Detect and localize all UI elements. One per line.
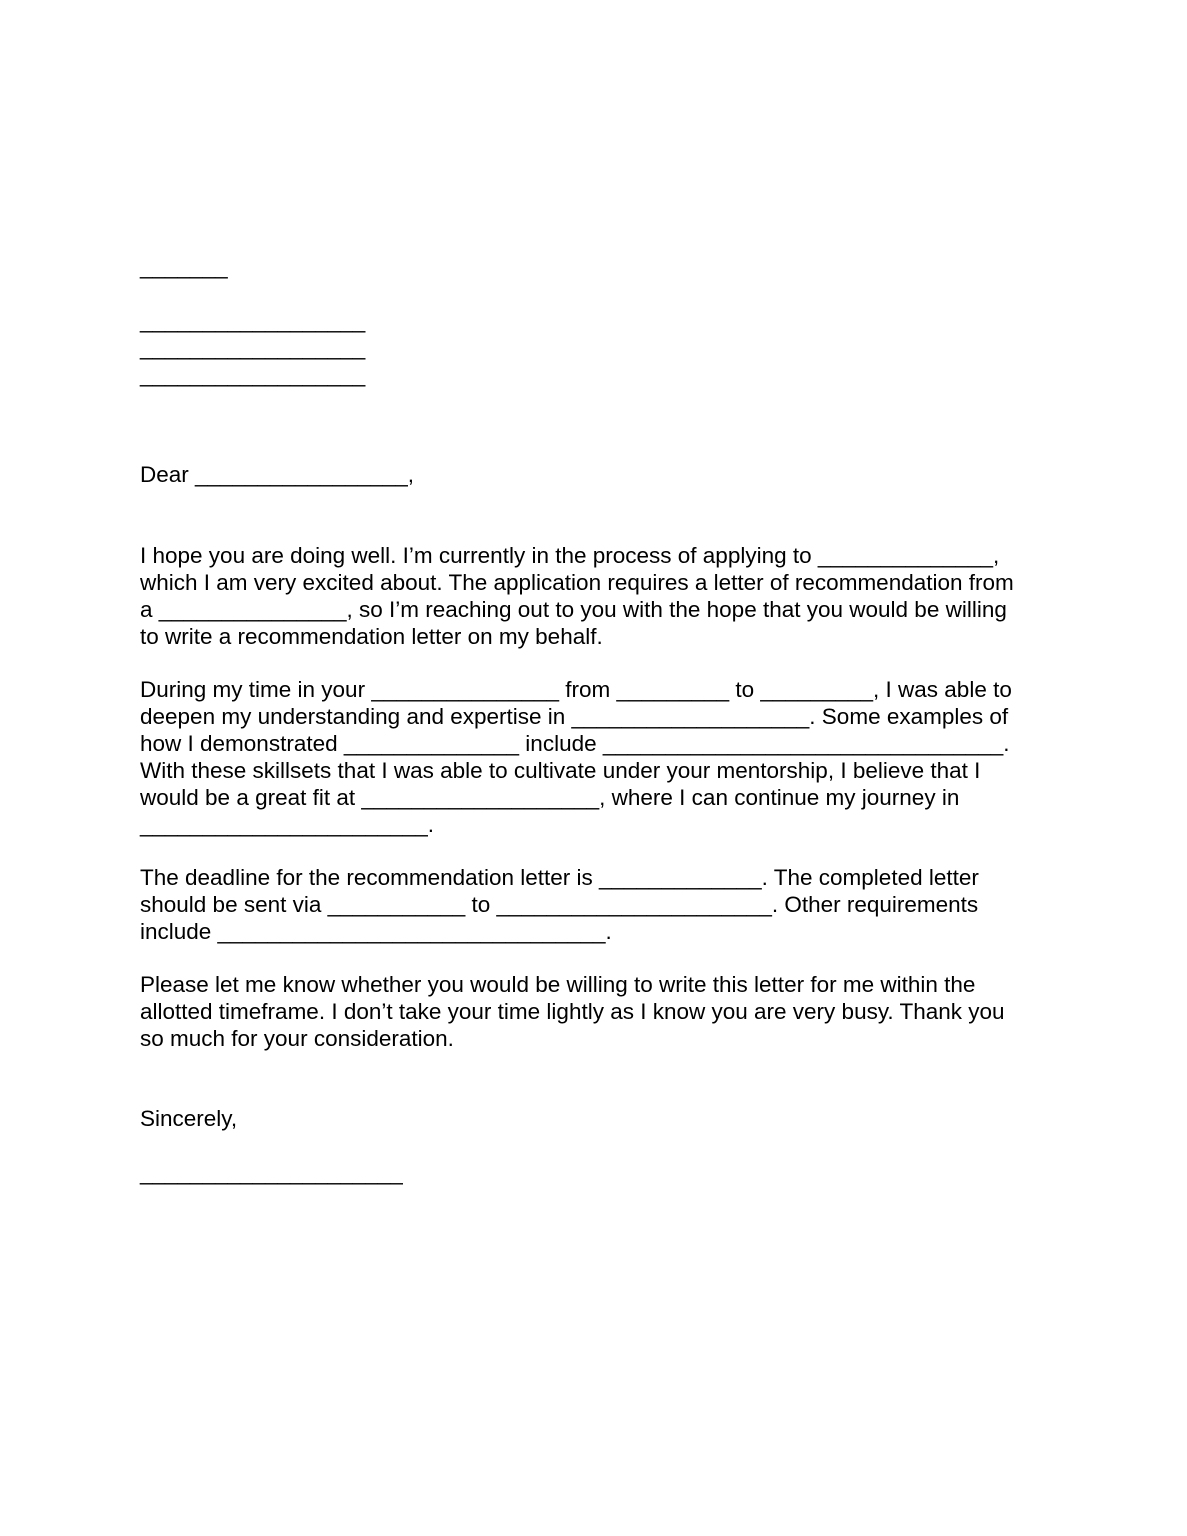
paragraph-1-line-2: which I am very excited about. The application requires a letter of recommendation from: [140, 570, 1014, 595]
paragraph-1-line-4: to write a recommendation letter on my behalf.: [140, 624, 603, 649]
recipient-address-line-1: __________________: [140, 308, 366, 333]
paragraph-4-line-1: Please let me know whether you would be willing to write this letter for me within the: [140, 972, 976, 997]
paragraph-2-line-1: During my time in your _______________ from _________ to _________, I was able to: [140, 677, 1012, 702]
signature-blank: _____________________: [140, 1160, 403, 1185]
recipient-address-line-2: __________________: [140, 335, 366, 360]
paragraph-1-line-1: I hope you are doing well. I’m currently in the process of applying to ______________,: [140, 543, 1000, 568]
paragraph-2-line-5: would be a great fit at ___________________, where I can continue my journey in: [140, 785, 960, 810]
paragraph-1-line-3: a _______________, so I’m reaching out to you with the hope that you would be willing: [140, 597, 1007, 622]
paragraph-3-line-3: include _______________________________.: [140, 919, 612, 944]
recipient-address-line-3: __________________: [140, 362, 366, 387]
paragraph-4-line-2: allotted timeframe. I don’t take your time lightly as I know you are very busy. Thank you: [140, 999, 1005, 1024]
date-blank: _______: [140, 254, 228, 279]
paragraph-4-line-3: so much for your consideration.: [140, 1026, 454, 1051]
paragraph-2-line-3: how I demonstrated ______________ include ________________________________.: [140, 731, 1010, 756]
paragraph-2-line-4: With these skillsets that I was able to cultivate under your mentorship, I believe that I: [140, 758, 981, 783]
closing: Sincerely,: [140, 1106, 238, 1131]
paragraph-3-line-1: The deadline for the recommendation letter is _____________. The completed letter: [140, 865, 979, 890]
paragraph-2-line-2: deepen my understanding and expertise in ___________________. Some examples of: [140, 704, 1009, 729]
salutation: Dear _________________,: [140, 462, 414, 487]
paragraph-2-line-6: _______________________.: [140, 812, 435, 837]
paragraph-3-line-2: should be sent via ___________ to ______________________. Other requirements: [140, 892, 979, 917]
